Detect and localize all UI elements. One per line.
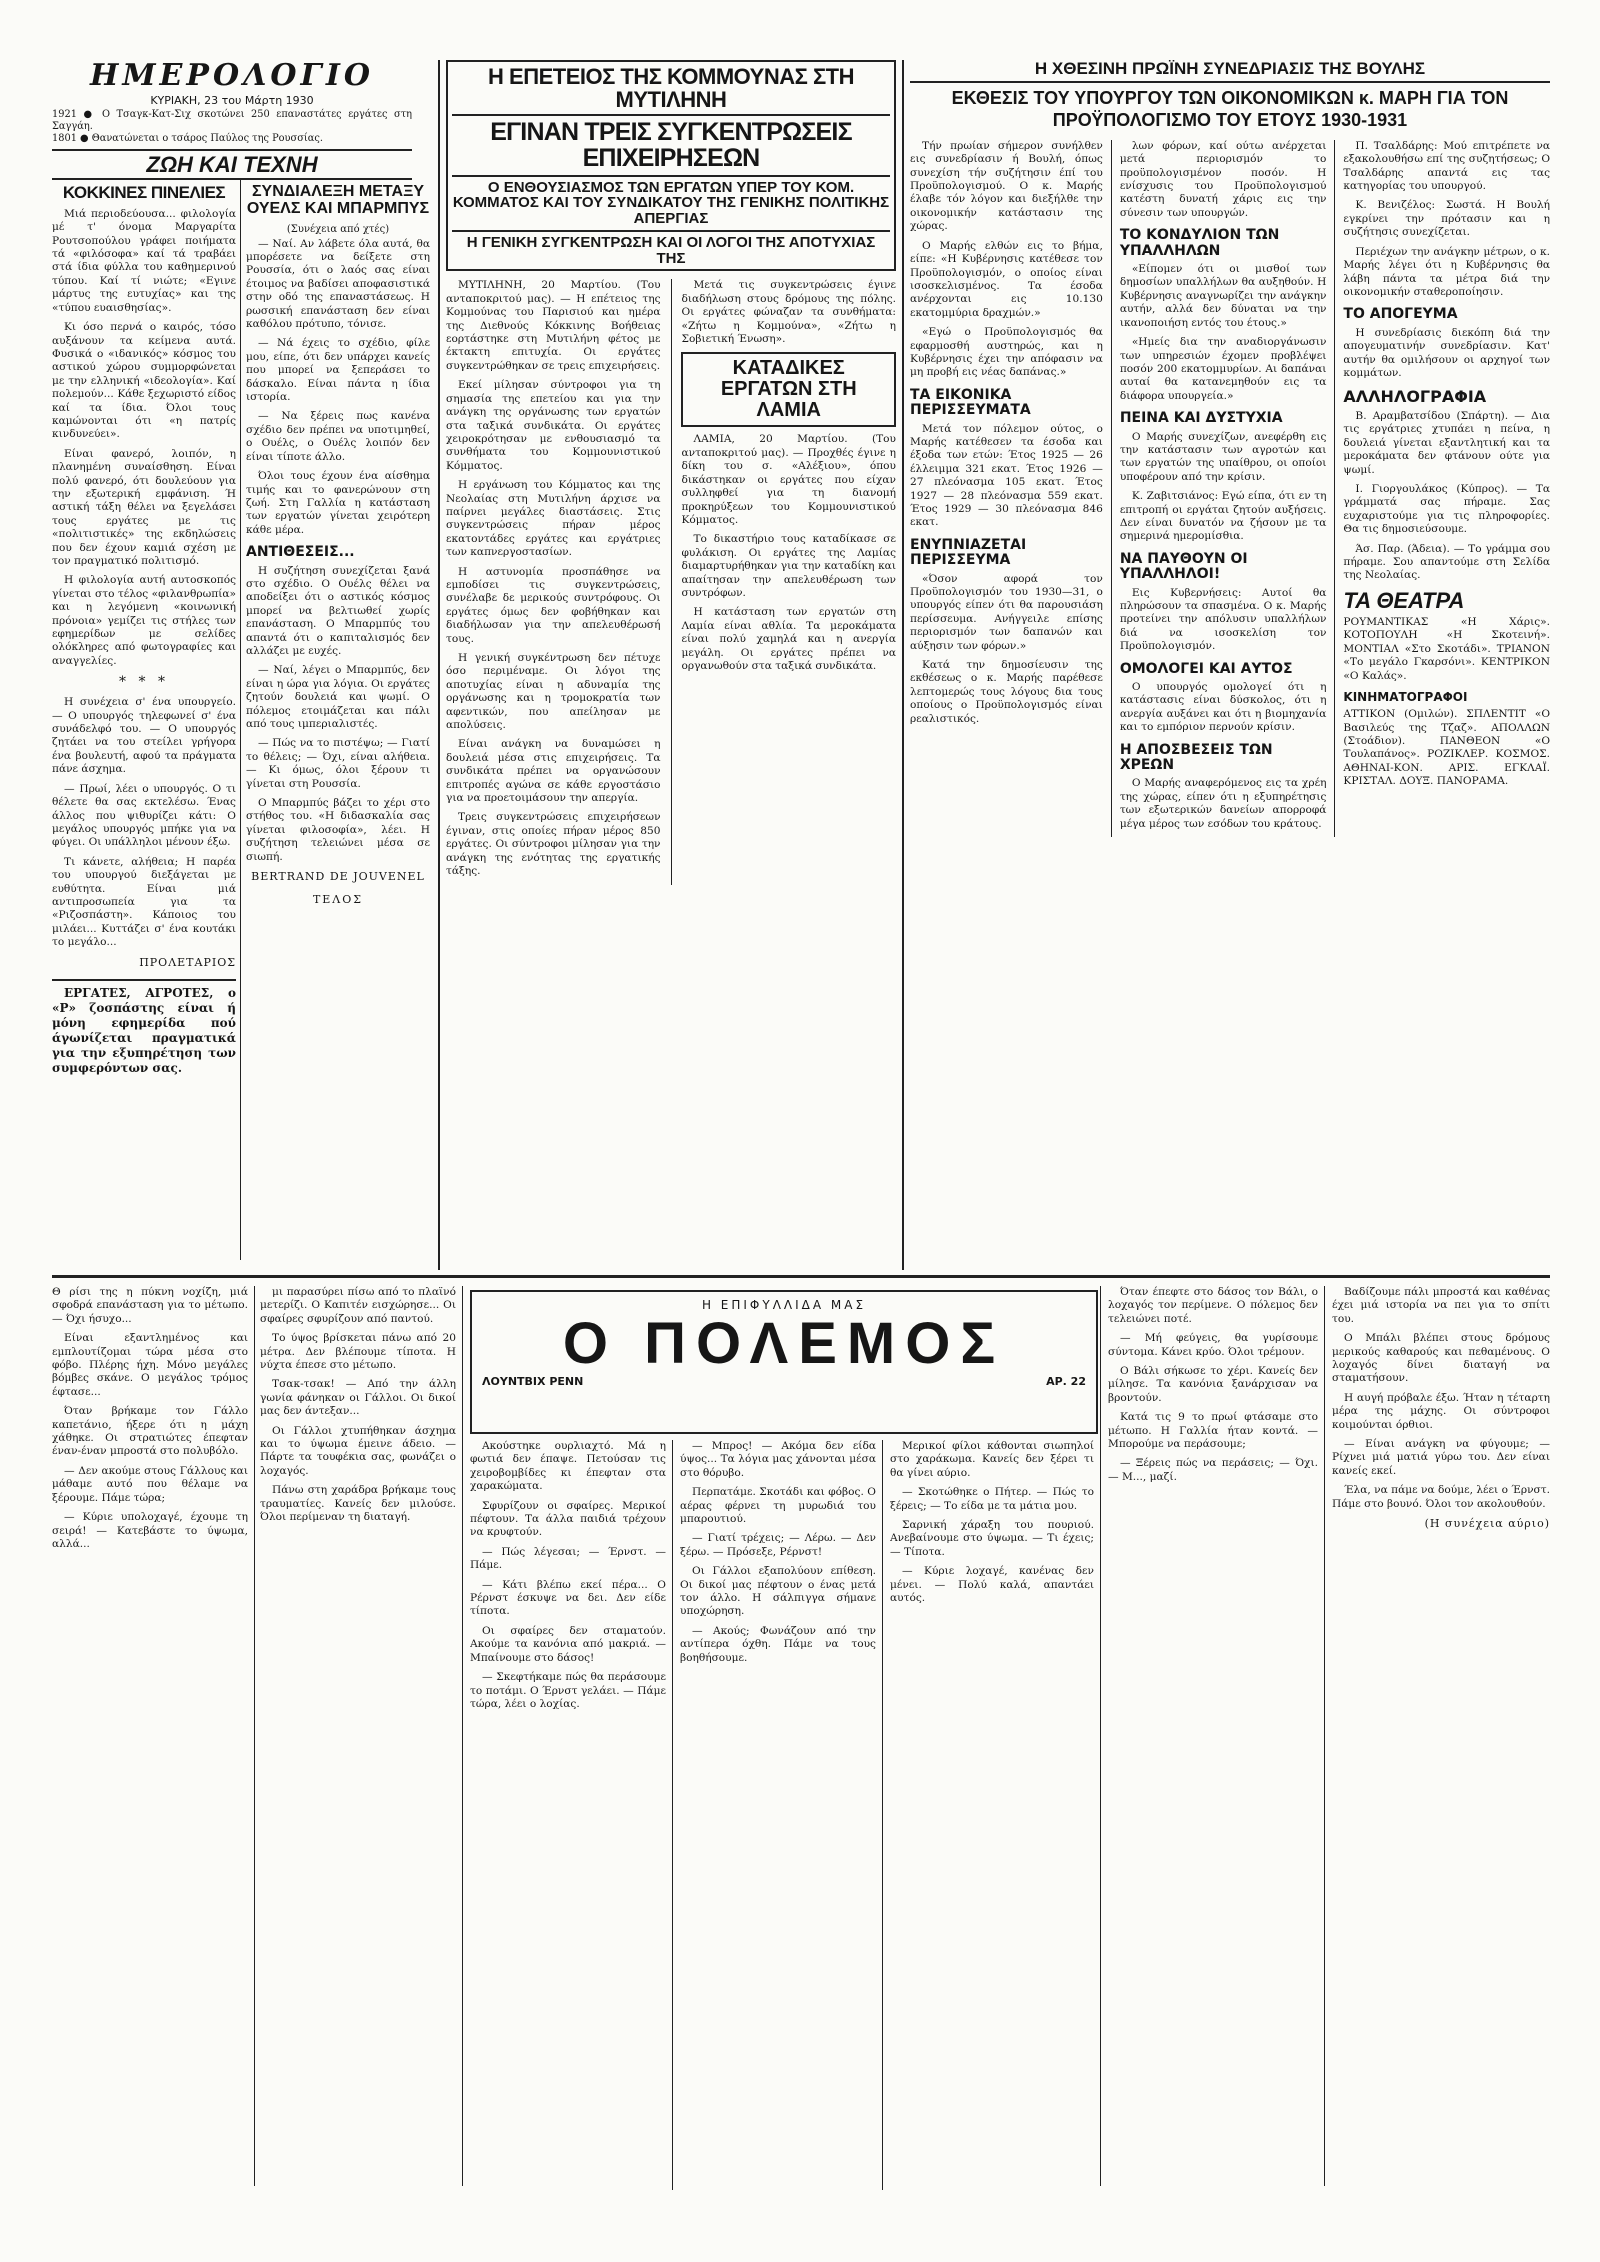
article-paragraph: Η συζήτηση συνεχίζεται ξανά στο σχέδιο. Ο Ουέλς θέλει να αποδείξει ότι ο αστικός κόσμος μπορεί να βελτιωθεί χωρίς επανάσταση. Ο Μπαρμπύς του απαντά ότι ο καπιταλισμός δεν αλλάζει με ευχές. <box>246 564 430 657</box>
feuilleton-paragraph: Το ύψος βρίσκεται πάνω από 20 μέτρα. Δεν βλέπουμε τίποτα. Η νύχτα έπεσε στο μέτωπο. <box>260 1332 456 1372</box>
article-paragraph: Περιέχων την ανάγκην μέτρων, ο κ. Μαρής λέγει ότι η Κυβέρνησις θα λάβη πάντα τα μέτρα διά την οικονομικήν σταθεροποίησιν. <box>1343 245 1550 298</box>
feuilleton-paragraph: — Κύριε υπολοχαγέ, έχουμε τη σειρά! — Κατεβάστε το ύψωμα, αλλά... <box>52 1511 248 1550</box>
feuilleton-paragraph: Οι Γάλλοι εξαπολύουν επίθεση. Οι δικοί μας πέφτουν ο ένας μετά τον άλλο. Η σάλπιγγα σήμανε υποχώρηση. <box>680 1565 876 1618</box>
feuilleton-paragraph: Κατά τις 9 το πρωί φτάσαμε στο μέτωπο. Η Γαλλία ήταν κοντά. — Μπορούμε να περάσουμε; <box>1108 1411 1318 1451</box>
cinema-listing: ΑΤΤΙΚΟΝ (Ομιλών). ΣΠΛΕΝΤΙΤ «Ο Βασιλεύς της Τζαζ». ΑΠΟΛΛΩΝ (Στοάδιον). ΠΑΝΘΕΟΝ «Ο Τουλαπάνος». ΡΟΖΙΚΛΕΡ. ΚΟΣΜΟΣ. ΑΘΗΝΑΙ-ΚΟΝ. ΑΡΙΣ. ΕΓΚΛΑΪ. ΚΡΙΣΤΑΛ. ΔΟΥΞ. ΠΑΝΟΡΑΜΑ. <box>1343 708 1550 788</box>
feuilleton-paragraph: — Δεν ακούμε στους Γάλλους και μάθαμε αυτό που θέλαμε να ξέρουμε. Πάμε τώρα; <box>52 1464 248 1504</box>
feuilleton-title: Ο ΠΟΛΕΜΟΣ <box>562 1311 1006 1376</box>
article-paragraph: Άσ. Παρ. (Άδεια). — Το γράμμα σου πήραμε. Σου απαντούμε στη Σελίδα της Νεολαίας. <box>1343 542 1550 582</box>
article-paragraph: Κατά την δημοσίευσιν της εκθέσεως ο κ. Μαρής παρέθεσε λεπτομερώς τους λόγους δια τους οποίους ο Προϋπολογισμός είναι ρεαλιστικός. <box>910 659 1103 725</box>
feuilleton-paragraph: Όταν βρήκαμε τον Γάλλο καπετάνιο, ήξερε ότι η μάχη χάθηκε. Οι στρατιώτες έπεφταν έναν-έναν μπροστά στο πολυβόλο. <box>52 1405 248 1458</box>
subheading: ΑΝΤΙΘΕΣΕΙΣ... <box>246 544 355 561</box>
subheading: ΑΛΛΗΛΟΓΡΑΦΙΑ <box>1343 387 1487 407</box>
section-rule <box>52 1275 1550 1278</box>
article-paragraph: Κ. Ζαβιτσιάνος: Εγώ είπα, ότι εν τη επιτροπή οι εργάται ζητούν αυξήσεις. Δεν είναι δυνατόν να ζήσουν με τα σημερινά ημερομίσθια. <box>1119 490 1327 543</box>
article-paragraph: Η κατάσταση των εργατών στη Λαμία είναι αθλία. Τα μεροκάματα είναι πολύ χαμηλά και η ανεργία μεγάλη. Οι εργάτες πρέπει να οργανωθούν στα ταξικά συνδικάτα. <box>681 606 896 672</box>
article-paragraph: Είναι ανάγκη να δυναμώσει η δουλειά μέσα στις επιχειρήσεις. Τα συνδικάτα πρέπει να οργανώσουν επιτροπές αγώνα σε κάθε εργοστάσιο για να προετοιμάσουν την απεργία. <box>446 738 661 805</box>
article-paragraph: — Πρωί, λέει ο υπουργός. Ο τι θέλετε θα σας εκτελέσω. Ένας άλλος που ψιθυρίζει κάτι: Ο μεγάλος υπουργός μπήκε για να φύγει. Οι υπάλληλοι μένουν έξω. <box>52 782 236 849</box>
feuilleton-paragraph: Οι Γάλλοι χτυπήθηκαν άσχημα και το ύψωμα έμεινε άδειο. — Πάρτε τα τουφέκια σας, φωνάζει ο λοχαγός. <box>260 1424 456 1477</box>
feuilleton-number: ΑΡ. 22 <box>1046 1374 1086 1388</box>
article-paragraph: Τι κάνετε, αλήθεια; Η παρέα του υπουργού διεξάγεται με ευθύτητα. Είναι μιά αντιπροσωπεία για τα «Ριζοσπάστη». Κάποιος του μιλάει... Κυττάζει σ' ένα κουτάκι το μεγάλο... <box>52 855 236 949</box>
article-paragraph: Η αστυνομία προσπάθησε να εμποδίσει τις συγκεντρώσεις, συνέλαβε δε μερικούς συντρόφους. Οι εργάτες όμως δεν φοβήθηκαν και διαδήλωσαν για την απελευθέρωσή τους. <box>446 565 661 645</box>
headline: ΕΚΘΕΣΙΣ ΤΟΥ ΥΠΟΥΡΓΟΥ ΤΩΝ ΟΙΚΟΝΟΜΙΚΩΝ κ. ΜΑΡΗ ΓΙΑ ΤΟΝ ΠΡΟΫΠΟΛΟΓΙΣΜΟ ΤΟΥ ΕΤΟΥΣ 1930-1931 <box>951 87 1509 131</box>
calendar-entry: 1801 ● Θανατώνεται ο τσάρος Παύλος της Ρουσσίας. <box>52 132 323 144</box>
column-rule <box>1324 1286 1325 2186</box>
feuilleton-paragraph: — Ακούς; Φωνάζουν από την αντίπερα όχθη. Πάμε να τους βοηθήσουμε. <box>680 1624 876 1664</box>
article-paragraph: Το δικαστήριο τους καταδίκασε σε φυλάκιση. Οι εργάτες της Λαμίας διαμαρτυρήθηκαν για την καταδίκη και απαίτησαν την απελευθέρωση των συντρόφων. <box>681 533 896 599</box>
feuilleton-paragraph: — Είναι ανάγκη να φύγουμε; — Ρίχνει μιά ματιά γύρω του. Δεν είναι κανείς εκεί. <box>1332 1438 1550 1477</box>
feuilleton-paragraph: Βαδίζουμε πάλι μπροστά και καθένας έχει μιά ιστορία να πει για το σπίτι του. <box>1332 1286 1550 1325</box>
article-paragraph: «Ημείς δια την αναδιοργάνωσιν των υπηρεσιών έχομεν προβλέψει ποσόν 200 εκατομμυρίων. Αι δαπάναι αυταί θα κατανεμηθούν εις τα διάφορα υπουργεία.» <box>1119 336 1327 402</box>
article-paragraph: Ο Μαρής συνεχίζων, ανεφέρθη εις την κατάστασιν των αγροτών και των εργατών της υπαίθρου, οι οποίοι υποφέρουν από την κρίσιν. <box>1119 430 1327 483</box>
calendar-masthead: ΗΜΕΡΟΛΟΓΙΟ <box>90 60 374 93</box>
article-paragraph: ΜΥΤΙΛΗΝΗ, 20 Μαρτίου. (Του ανταποκριτού μας). — Η επέτειος της Κομμούνας του Παρισιού και ημέρα της Διεθνούς Κόκκινης Βοήθειας εορτάστηκε στη Μυτιλήνη φέτος με έκτακτη επιτυχία. Οι εργάτες συγκεντρώθηκαν σε τρεις επιχειρήσεις. <box>446 279 661 372</box>
article-paragraph: — Πώς να το πιστέψω; — Γιατί το θέλεις; — Όχι, είναι αλήθεια. — Κι όμως, όλοι ξέρουν τι γίνεται στη Ρουσσία. <box>246 737 430 790</box>
feuilleton-col-1 <box>52 1286 248 2206</box>
article-paragraph: — Ναί. Αν λάβετε όλα αυτά, θα μπορέσετε να δείξετε στη Ρουσσία, ότι ο λαός σας είναι έτοιμος να βαδίσει αποφασιστικά στην οδό της επαναστάσεως. Η ρωσσική επανάσταση δεν είναι καθόλου πρότυπο, τόνισε. <box>246 237 430 331</box>
article-paragraph: Β. Αραμβατσίδου (Σπάρτη). — Δια τις εργάτριες χτυπάει η πείνα, η δουλειά γίνεται εξαντλητική και τα μεροκάματα δεν φτάνουν ούτε για ψωμί. <box>1343 409 1550 476</box>
column-rule <box>254 1286 255 2186</box>
feuilleton-paragraph: — Μπρος! — Ακόμα δεν είδα ύψος... Τα λόγια μας χάνονται μέσα στο θόρυβο. <box>680 1440 876 1479</box>
feuilleton-col-6 <box>1108 1286 1318 2206</box>
article-paragraph: Η συνέχεια σ' ένα υπουργείο. — Ο υπουργός τηλεφωνεί σ' ένα συνάδελφό του. — Ο υπουργός ζητάει να του στείλει γρήγορα ένα βουλευτή, αφού τα πράγματα πάνε άσχημα. <box>52 696 236 776</box>
theatre-heading: ΤΑ ΘΕΑΤΡΑ <box>1343 587 1465 613</box>
feuilleton-banner <box>470 1290 1098 1434</box>
headline: Η ΕΠΕΤΕΙΟΣ ΤΗΣ ΚΟΜΜΟΥΝΑΣ ΣΤΗ ΜΥΤΙΛΗΝΗ <box>488 64 854 113</box>
feuilleton-paragraph: — Ξέρεις πώς να περάσεις; — Όχι. — Μ..., μαζί. <box>1108 1457 1318 1483</box>
column-rule <box>462 1286 463 2186</box>
feuilleton-col-4 <box>680 1440 876 2210</box>
feuilleton-paragraph: Σφυρίζουν οι σφαίρες. Μερικοί πέφτουν. Τα άλλα παιδιά τρέχουν να κρυφτούν. <box>470 1499 666 1539</box>
feuilleton-paragraph: — Σκοτώθηκε ο Πήτερ. — Πώς το ξέρεις; — Το είδα με τα μάτια μου. <box>890 1486 1094 1512</box>
feuilleton-col-3 <box>470 1440 666 2210</box>
theatre-listing: ΡΟΥΜΑΝΤΙΚΑΣ «Η Χάρις». ΚΟΤΟΠΟΥΛΗ «Η Σκοτεινή». ΜΟΝΤΙΑΛ «Στο Σκοτάδι». ΤΡΙΑΝΟΝ «Το μεγάλο Γκαρσόνι». ΚΕΝΤΡΙΚΟΝ «Ο Καλάς». <box>1343 615 1550 682</box>
subheading: ΤΟ ΑΠΟΓΕΥΜΑ <box>1343 306 1458 323</box>
article-signature: ΠΡΟΛΕΤΑΡΙΟΣ <box>139 955 236 969</box>
article-paragraph: «Είπομεν ότι οι μισθοί των δημοσίων υπαλλήλων θα αυξηθούν. Η Κυβέρνησις αναγνωρίζει την ανάγκην αυτήν, αλλά δεν δύναται να την ικανοποιήση εντός του έτους.» <box>1119 263 1327 329</box>
feuilleton-label: Η ΕΠΙΦΥΛΛΙΔΑ ΜΑΣ <box>701 1298 867 1312</box>
article-paragraph: Η φιλολογία αυτή αυτοσκοπός γίνεται στο τέλος «φιλανθρωπία» και η λεγόμενη «κοινωνική πρόνοια» γεμίζει τις στήλες των εφημερίδων με σελίδες ολόκληρες από φωτογραφίες και αναγγελίες. <box>52 574 236 667</box>
article-paragraph: Κ. Βενιζέλος: Σωστά. Η Βουλή εγκρίνει την πρότασιν και η συζήτησις συνεχίζεται. <box>1343 199 1550 239</box>
feuilleton-paragraph: — Μή φεύγεις, θα γυρίσουμε σύντομα. Κάνει κρύο. Όλοι τρέμουν. <box>1108 1332 1318 1358</box>
article-signature: BERTRAND DE JOUVENEL <box>251 870 425 884</box>
article-syndialexi <box>246 180 430 1270</box>
article-paragraph: Ι. Γιοργουλάκος (Κύπρος). — Τα γράμματά σας πήραμε. Σας ευχαριστούμε για τις πληροφορίες. Θα τις δημοσιεύσουμε. <box>1343 482 1550 536</box>
column-rule <box>882 1440 883 2190</box>
feuilleton-paragraph: Μερικοί φίλοι κάθονται σιωπηλοί στο χαράκωμα. Κανείς δεν ξέρει τι θα γίνει αύριο. <box>890 1440 1094 1479</box>
article-mytilini <box>446 60 896 1270</box>
footer-notice: ΕΡΓΑΤΕΣ, ΑΓΡΟΤΕΣ, ο «Ρ» ζοσπάστης είναι ή μόνη εφημερίδα πού άγωνίζεται πραγματικά για την εξυπηρέτηση των συμφερόντων σας. <box>52 985 236 1075</box>
article-paragraph: Είναι φανερό, λοιπόν, η πλανημένη συναίσθηση. Είναι πολύ φανερό, ότι δουλεύουν για την εξωτερική εμφάνιση. Ή αστική τάξη θέλει να ξεγελάσει τους εργάτες με τις «πολιτιστικές» της εκδηλώσεις που δεν έχουν καμιά σχέση με τον πραγματικό πολιτισμό. <box>52 447 236 567</box>
feuilleton-paragraph: Σαρνική χάραξη του πουριού. Ανεβαίνουμε στο ύψωμα. — Τι έχεις; — Τίποτα. <box>890 1519 1094 1558</box>
subheading: ΠΕΙΝΑ ΚΑΙ ΔΥΣΤΥΧΙΑ <box>1119 410 1283 427</box>
article-paragraph: — Ναί, λέγει ο Μπαρμπύς, δεν είναι η ώρα για λόγια. Οι εργάτες ζητούν δουλειά και ψωμί. Ο πόλεμος ετοιμάζεται και πάλι από τους ιμπεριαλιστές. <box>246 664 430 730</box>
feuilleton-paragraph: Έλα, να πάμε να δούμε, λέει ο Έρνστ. Πάμε στο βουνό. Όλοι τον ακολουθούν. <box>1332 1484 1550 1510</box>
column-rule <box>672 1440 673 2190</box>
article-paragraph: Π. Τσαλδάρης: Μού επιτρέπετε να εξακολουθήσω επί της συζητήσεως; Ο Τσαλδάρης απαντά εις τας κατηγορίας του υπουργού. <box>1343 139 1550 193</box>
article-paragraph: Η εργάνωση του Κόμματος και της Νεολαίας στη Μυτιλήνη άρχισε να παίρνει μεγάλες διαστάσεις. Στις συγκεντρώσεις πήραν μέρος εκατοντάδες εργάτες και εργάτριες των καπνεργοστασίων. <box>446 479 661 559</box>
column-rule <box>1100 1286 1101 2186</box>
headline: ΕΓΙΝΑΝ ΤΡΕΙΣ ΣΥΓΚΕΝΤΡΩΣΕΙΣ ΕΠΙΧΕΙΡΗΣΕΩΝ <box>490 118 852 173</box>
subheading: ΤΟ ΚΟΝΔΥΛΙΟΝ ΤΩΝ ΥΠΑΛΛΗΛΩΝ <box>1119 227 1280 259</box>
article-paragraph: Εκεί μίλησαν σύντροφοι για τη σημασία της επετείου και για την ανάγκη της οργάνωσης των εργατών στα ταξικά συνδικάτα. Οι εργάτες χειροκρότησαν με ενθουσιασμό τα συνθήματα του Κομμουνιστικού Κόμματος. <box>446 379 661 472</box>
headline: Η ΧΘΕΣΙΝΗ ΠΡΩΪΝΗ ΣΥΝΕΔΡΙΑΣΙΣ ΤΗΣ ΒΟΥΛΗΣ <box>910 60 1550 83</box>
article-paragraph: «Εγώ ο Προϋπολογισμός θα εφαρμοσθή αυστηρώς, και η Κυβέρνησις έχει την απόφασιν να μη προβή εις νέας δαπάνας.» <box>910 326 1103 379</box>
calendar-date: ΚΥΡΙΑΚΗ, 23 του Μάρτη 1930 <box>150 93 314 107</box>
cinema-heading: ΚΙΝΗΜΑΤΟΓΡΑΦΟΙ <box>1343 689 1468 704</box>
article-title: ΚΟΚΚΙΝΕΣ ΠΙΝΕΛΙΕΣ <box>62 183 226 202</box>
feuilleton-paragraph: — Πώς λέγεσαι; — Έρνστ. — Πάμε. <box>470 1545 666 1572</box>
calendar-entry: 1921 ● Ο Τσαγκ-Κατ-Σιχ σκοτώνει 250 επαναστάτες εργάτες στη Σαγγάη. <box>52 108 412 132</box>
subheading: ΤΑ ΕΙΚΟΝΙΚΑ ΠΕΡΙΣΣΕΥΜΑΤΑ <box>910 386 1031 419</box>
feuilleton-paragraph: Είναι εξαντλημένος και εμπλουτίζομαι τώρα μέσα στο φόβο. Πλέρης ήχη. Μόνο μεγάλες βόμβες σκάνε. Ο μεγάλος τρόμος έφτασε... <box>52 1332 248 1398</box>
column-rule <box>902 60 904 1270</box>
feuilleton-paragraph: Πάνω στη χαράδρα βρήκαμε τους τραυματίες. Κανείς δεν μιλούσε. Όλοι περίμεναν τη διαταγή. <box>260 1484 456 1524</box>
feuilleton-paragraph: — Κύριε λοχαγέ, κανένας δεν μένει. — Πολύ καλά, απαντάει αυτός. <box>890 1565 1094 1605</box>
article-kokkines-pineleis <box>52 180 236 1270</box>
feuilleton-paragraph: — Σκεφτήκαμε πώς θα περάσουμε το ποτάμι. Ο Έρνστ γελάει. — Πάμε τώρα, λέει ο λοχίας. <box>470 1671 666 1710</box>
article-paragraph: Η συνεδρίασις διεκόπη διά την απογευματινήν συνεδρίασιν. Κατ' αυτήν θα ομιλήσουν οι αρχηγοί των κομμάτων. <box>1343 326 1550 379</box>
continued-note: (Συνέχεια από χτές) <box>286 223 390 235</box>
section-header-zoi-kai-texni: ΖΩΗ ΚΑΙ ΤΕΧΝΗ <box>52 149 412 180</box>
separator-stars: * * * <box>119 674 169 691</box>
headline: Η ΓΕΝΙΚΗ ΣΥΓΚΕΝΤΡΩΣΗ ΚΑΙ ΟΙ ΛΟΓΟΙ ΤΗΣ ΑΠΟΤΥΧΙΑΣ ΤΗΣ <box>466 233 876 267</box>
feuilleton-paragraph: Ο Μπάλι βλέπει στους δρόμους μερικούς καθαρούς και πεθαμένους. Ο λοχαγός δίνει διαταγή να σταματήσουν. <box>1332 1332 1550 1385</box>
feuilleton-paragraph: — Κάτι βλέπω εκεί πέρα... Ο Ρέρνστ έσκυψε να δει. Δεν είδε τίποτα. <box>470 1578 666 1618</box>
article-paragraph: Κι όσο περνά ο καιρός, τόσο αυξάνουν τα κείμενα αυτά. Φυσικά ο «ιδανικός» κόσμος του αστικού χώρου συμμορφώνεται με την ελληνική «ιδεολογία». Καί πολεμούν... Κάθε ξεχωριστό είδος καί τα ίδια. Όλοι τους καμώνονται ότι «η πατρίς κινδυνεύει». <box>52 321 236 441</box>
article-paragraph: Μετά τις συγκεντρώσεις έγινε διαδήλωση στους δρόμους της πόλης. Οι εργάτες φώναζαν τα συνθήματα: «Ζήτω η Κομμούνα», «Ζήτω η Σοβιετική Ένωση». <box>681 279 896 346</box>
article-paragraph: Μιά περιοδεύουσα... φιλολογία μέ τ' όνομα Μαργαρίτα Ρουτσοπούλου γράφει ποιήματα τά «φιλόσοφα» καί τά τραβάει στά ίδια φύλλα του καθημερινού τύπου. Καί τί νιώτε; «Εγινε μάρτυς της ευτυχίας» και της «τύπου ευαισθησίας». <box>52 207 236 314</box>
subheading: ΟΜΟΛΟΓΕΙ ΚΑΙ ΑΥΤΟΣ <box>1119 660 1293 677</box>
continued-tomorrow: (Η συνέχεια αύριο) <box>1424 1517 1550 1531</box>
article-vouli <box>910 60 1550 1270</box>
column-rule <box>240 180 241 1260</box>
feuilleton-col-5 <box>890 1440 1094 2210</box>
article-paragraph: Όλοι τους έχουν ένα αίσθημα τιμής και το φανερώνουν στη ζωή. Στη Γαλλία η κατάσταση των εργατών γίνεται χειρότερη κάθε μέρα. <box>246 470 430 536</box>
article-paragraph: λων φόρων, καί ούτω ανέρχεται μετά περιορισμόν το προϋπολογισμένον ποσόν. Η ενίσχυσις του Προϋπολογισμού κατέστη δυνατή χάρις εις την σύνεσιν των υπουργών. <box>1119 139 1327 219</box>
article-paragraph: Ο Μαρής ελθών εις το βήμα, είπε: «Η Κυβέρνησις κατέθεσε τον Προϋπολογισμόν, ο οποίος είναι ισοσκελισμένος. Τα έσοδα ανέρχονται εις 10.130 εκατομμύρια δραχμών.» <box>910 239 1103 319</box>
feuilleton-paragraph: — Γιατί τρέχεις; — Λέρω. — Δεν ξέρω. — Πρόσεξε, Ρέρνστ! <box>680 1532 876 1558</box>
article-paragraph: Η γενική συγκέντρωση δεν πέτυχε όσο περιμέναμε. Οι λόγοι της αποτυχίας είναι η αδυναμία της οργάνωσης και η τρομοκρατία των αφεντικών, που απείλησαν με απολύσεις. <box>446 652 661 732</box>
subheading: ΕΝΥΠΝΙΑΖΕΤΑΙ ΠΕΡΙΣΣΕΥΜΑ <box>910 536 1027 569</box>
article-paragraph: — Να ξέρεις πως κανένα σχέδιο δεν πρέπει να υποτιμηθεί, ο Ουέλς, ο Ουέλς λοιπόν δεν είναι τίποτε άλλο. <box>246 410 430 463</box>
feuilleton-paragraph: Όταν έπεφτε στο δάσος τον Βάλι, ο λοχαγός τον περίμενε. Ο πόλεμος δεν τελειώνει ποτέ. <box>1108 1286 1318 1325</box>
feuilleton-paragraph: Η αυγή πρόβαλε έξω. Ήταν η τέταρτη μέρα της μάχης. Οι σύντροφοι κοιμούνται όρθιοι. <box>1332 1391 1550 1431</box>
feuilleton-paragraph: Ακούστηκε ουρλιαχτό. Μά η φωτιά δεν έπαψε. Πετούσαν τις χειροβομβίδες κι έπεφταν στα χαρακώματα. <box>470 1440 666 1493</box>
subheading: ΝΑ ΠΑΥΘΟΥΝ ΟΙ ΥΠΑΛΛΗΛΟΙ! <box>1119 550 1248 583</box>
article-paragraph: Ο Μπαρμπύς βάζει το χέρι στο στήθος του. «Η διδασκαλία σας γίνεται φιλοσοφία», λέει. Η συζήτηση τελειώνει μέσα σε σιωπή. <box>246 797 430 863</box>
article-paragraph: Μετά τον πόλεμον ούτος, ο Μαρής κατέθεσεν τα έσοδα και έξοδα των ετών: Έτος 1925 — 26 έλλειμμα 321 εκατ. Έτος 1926 — 27 πλεόνασμα 105 εκατ. Έτος 1927 — 28 πλεόνασμα 559 εκατ. Έτος 1929 — 30 πλεόνασμα 846 εκατ. <box>910 422 1103 529</box>
column-rule <box>438 60 440 1270</box>
subheadline-katadikes: ΚΑΤΑΔΙΚΕΣ ΕΡΓΑΤΩΝ ΣΤΗ ΛΑΜΙΑ <box>720 357 857 422</box>
feuilleton-col-2 <box>260 1286 456 2206</box>
feuilleton-paragraph: Τσακ-τσακ! — Από την άλλη γωνία φάνηκαν οι Γάλλοι. Οι δικοί μας δεν άντεξαν... <box>260 1378 456 1418</box>
article-paragraph: Τήν πρωίαν σήμερον συνήλθεν εις συνεδρίασιν ή Βουλή, όπως συνεχίση τήν συζήτησιν έπί του Προϋπολογισμού. Ο κ. Μαρής έλαβε τόν λόγον και διεξήλθε την οικονομικήν κατάστασιν της χώρας. <box>910 139 1103 233</box>
feuilleton-author: ΛΟΥΝΤΒΙΧ ΡΕΝΝ <box>482 1374 584 1388</box>
article-paragraph: ΛΑΜΙΑ, 20 Μαρτίου. (Του ανταποκριτού μας). — Προχθές έγινε η δίκη του σ. «Αλέξιου», όπου δικάστηκαν οι εργάτες που είχαν συλληφθεί για τη διανομή προκηρύξεων του Κομμουνιστικού Κόμματος. <box>681 433 896 526</box>
article-end: ΤΕΛΟΣ <box>312 893 364 907</box>
feuilleton-col-7 <box>1332 1286 1550 2206</box>
subheading: Η ΑΠΟΣΒΕΣΕΙΣ ΤΩΝ ΧΡΕΩΝ <box>1119 741 1273 773</box>
feuilleton-paragraph: Ο Βάλι σήκωσε το χέρι. Κανείς δεν μίλησε. Τα κανόνια ξανάρχισαν να βροντούν. <box>1108 1365 1318 1404</box>
article-paragraph: Ο υπουργός ομολογεί ότι η κατάστασις είναι δύσκολος, ότι η ανεργία αυξάνει και ότι η βιομηχανία και το εμπόριον περνούν κρίσιν. <box>1119 680 1327 734</box>
article-title: ΣΥΝΔΙΑΛΕΞΗ ΜΕΤΑΞΥ ΟΥΕΛΣ ΚΑΙ ΜΠΑΡΜΠΥΣ <box>246 183 430 217</box>
feuilleton-paragraph: Θ ρίσι της η πύκνη νοχίζη, μιά σφοδρά επανάσταση για το μέτωπο. — Όχι ήσυχο... <box>52 1286 248 1325</box>
article-paragraph: — Νά έχεις το σχέδιο, φίλε μου, είπε, ότι δεν υπάρχει κανείς που μπορεί να ξεπεράσει το δάσκαλο. Είναι πάντα η ίδια ιστορία. <box>246 337 430 404</box>
feuilleton-paragraph: Περπατάμε. Σκοτάδι και φόβος. Ο αέρας φέρνει τη μυρωδιά του μπαρουτιού. <box>680 1486 876 1526</box>
headline: Ο ΕΝΘΟΥΣΙΑΣΜΟΣ ΤΩΝ ΕΡΓΑΤΩΝ ΥΠΕΡ ΤΟΥ ΚΟΜ. ΚΟΜΜΑΤΟΣ ΚΑΙ ΤΟΥ ΣΥΝΔΙΚΑΤΟΥ ΤΗΣ ΓΕΝΙΚΗΣ ΠΟΛΙΤΙΚΗΣ ΑΠΕΡΓΙΑΣ <box>452 178 890 228</box>
article-paragraph: «Όσον αφορά τον Προϋπολογισμόν του 1930—31, ο υπουργός είπεν ότι θα παρουσιάση περίσσευμα. Ανήγγειλε επίσης περιορισμόν των δαπανών και αύξησιν των φόρων.» <box>910 572 1103 652</box>
feuilleton-paragraph: μι παρασύρει πίσω από το πλαϊνό μετερίζι. Ο Καπιτέν εισχώρησε... Οι σφαίρες σφυρίζουν από παντού. <box>260 1286 456 1325</box>
feuilleton-paragraph: Οι σφαίρες δεν σταματούν. Ακούμε τα κανόνια από μακριά. — Μπαίνουμε στο δάσος! <box>470 1624 666 1664</box>
article-paragraph: Ο Μαρής αναφερόμενος εις τα χρέη της χώρας, είπεν ότι η εξυπηρέτησις των εξωτερικών δανείων απορροφά μέγα μέρος των εσόδων του κράτους. <box>1119 777 1327 830</box>
article-paragraph: Εις Κυβερνήσεις: Αυτοί θα πληρώσουν τα σπασμένα. Ο κ. Μαρής προτείνει την απόλυσιν υπαλλήλων διά να ισοσκελίση τον Προϋπολογισμόν. <box>1119 586 1327 653</box>
article-paragraph: Τρεις συγκεντρώσεις επιχειρήσεων έγιναν, στις οποίες πήραν μέρος 850 εργάτες. Οι σύντροφοι μίλησαν για την ανάγκη της ενότητας της εργατικής τάξης. <box>446 811 661 878</box>
